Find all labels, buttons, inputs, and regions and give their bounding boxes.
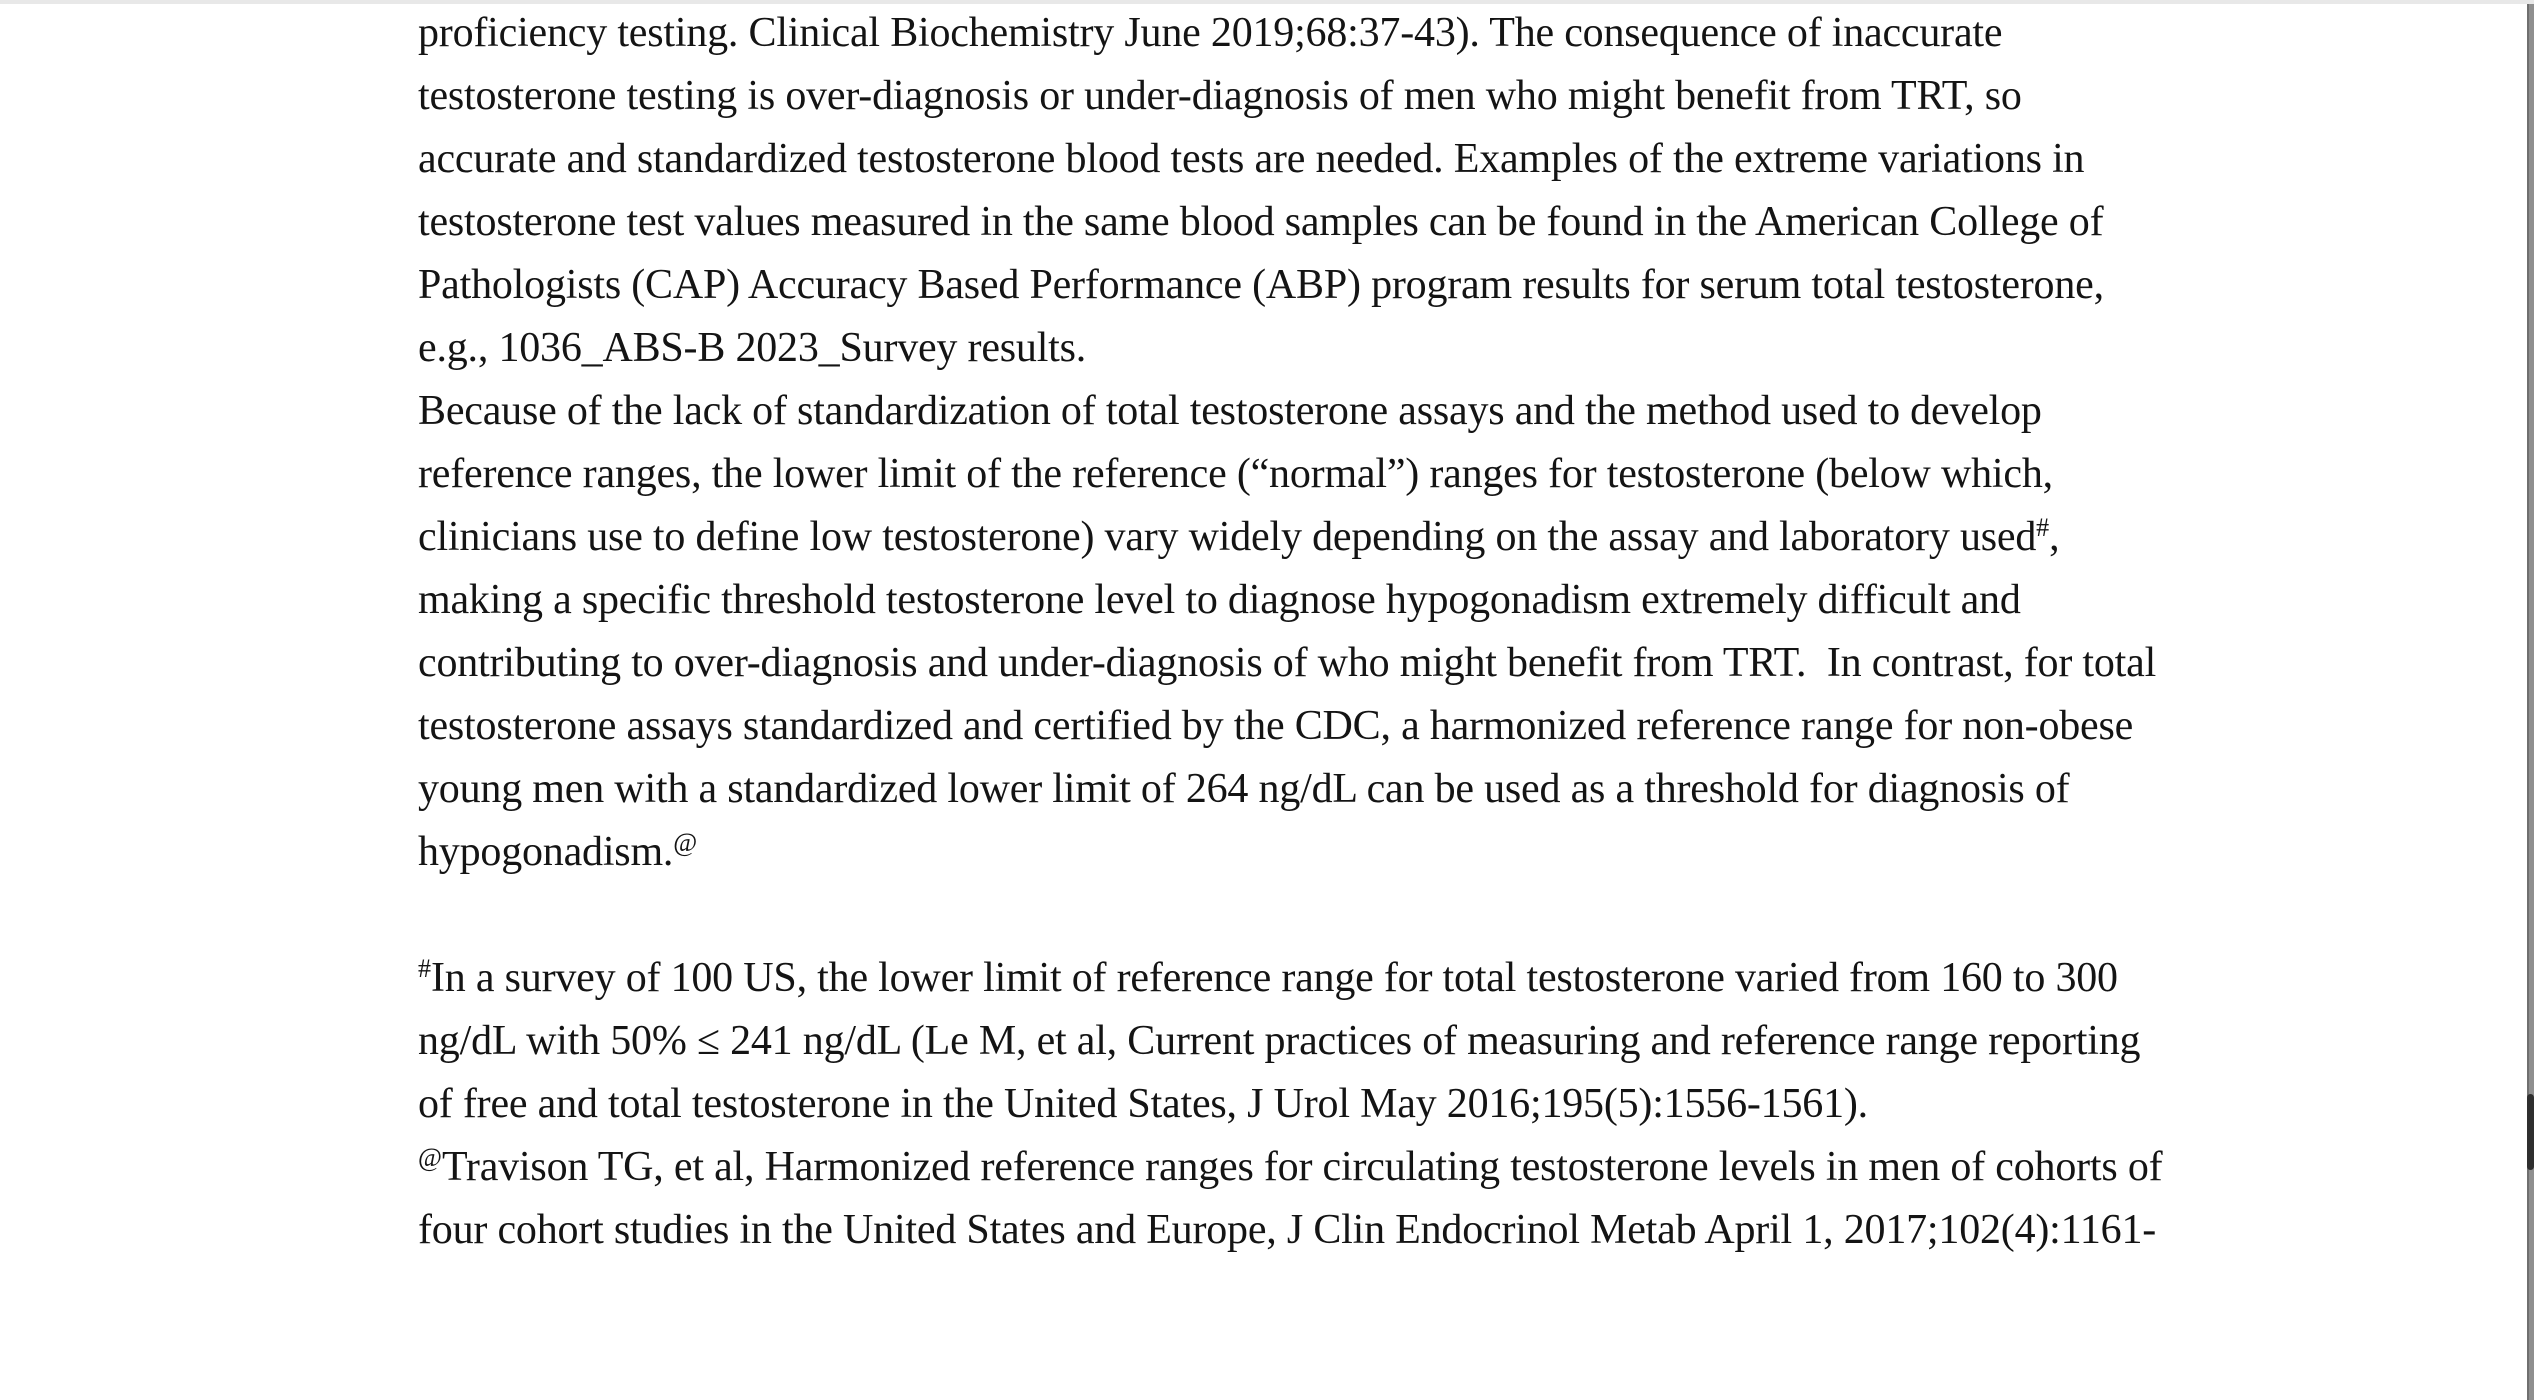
line-text: of free and total testosterone in the United States, J Urol May 2016;195(5):1556-1561). [418,1081,1868,1127]
text-line [418,947,2378,1010]
line-text: testosterone testing is over-diagnosis or under-diagnosis of men who might benefit from TRT, so [418,73,2022,119]
text-line [418,695,2378,758]
line-text: Because of the lack of standardization of total testosterone assays and the method used to develop [418,388,2042,434]
text-line [418,1199,2378,1262]
text-line [418,128,2378,191]
footnote-hash-marker: # [2036,513,2050,542]
text-line [418,443,2378,506]
text-line [418,1073,2378,1136]
text-line [418,380,2378,443]
line-text: proficiency testing. Clinical Biochemistry June 2019;68:37-43). The consequence of inaccurate [418,10,2003,56]
line-text: reference ranges, the lower limit of the reference (“normal”) ranges for testosterone (below which, [418,451,2053,497]
line-text: Travison TG, et al, Harmonized reference ranges for circulating testosterone levels in men of cohorts of [441,1144,2163,1190]
line-text: contributing to over-diagnosis and under-diagnosis of who might benefit from TRT. In contrast, for total [418,640,2157,686]
line-text: In a survey of 100 US, the lower limit of reference range for total testosterone varied from 160 to 300 [431,955,2118,1001]
line-text: making a specific threshold testosterone level to diagnose hypogonadism extremely difficult and [418,577,2021,623]
line-text: Pathologists (CAP) Accuracy Based Performance (ABP) program results for serum total testosterone, [418,262,2104,308]
document-page [418,2,2378,1262]
footnote-at-marker: @ [418,1143,442,1172]
line-text: , [2049,514,2060,560]
footnote-hash-paragraph [418,947,2378,1136]
text-line [418,821,2378,884]
line-text: hypogonadism. [418,829,674,875]
text-line [418,569,2378,632]
line-text: young men with a standardized lower limit of 264 ng/dL can be used as a threshold for diagnosis of [418,766,2070,812]
text-line [418,632,2378,695]
footnote-at-marker: @ [673,828,698,857]
text-line [418,65,2378,128]
paragraph-testing-consequence [418,2,2378,380]
text-line [418,317,2378,380]
text-line [418,506,2378,569]
line-text: accurate and standardized testosterone blood tests are needed. Examples of the extreme variations in [418,136,2085,182]
line-text: e.g., 1036_ABS-B 2023_Survey results. [418,325,1087,371]
line-text: testosterone test values measured in the same blood samples can be found in the American College of [418,199,2104,245]
footnote-at-paragraph [418,1136,2378,1262]
vertical-scrollbar-track[interactable] [2527,4,2534,1400]
blank-line-spacer [418,884,2378,947]
text-line [418,758,2378,821]
text-line [418,1010,2378,1073]
text-line [418,254,2378,317]
footnote-hash-marker: # [418,954,431,983]
text-line [418,191,2378,254]
line-text: ng/dL with 50% ≤ 241 ng/dL (Le M, et al, Current practices of measuring and reference range reporting [418,1018,2141,1064]
text-line [418,1136,2378,1199]
vertical-scrollbar-thumb[interactable] [2527,1094,2534,1170]
line-text: testosterone assays standardized and certified by the CDC, a harmonized reference range for non-obese [418,703,2134,749]
text-line [418,2,2378,65]
paragraph-standardization [418,380,2378,884]
line-text: four cohort studies in the United States and Europe, J Clin Endocrinol Metab April 1, 2017;102(4):1161- [418,1207,2157,1253]
line-text: clinicians use to define low testosterone) vary widely depending on the assay and laboratory used [418,514,2037,560]
